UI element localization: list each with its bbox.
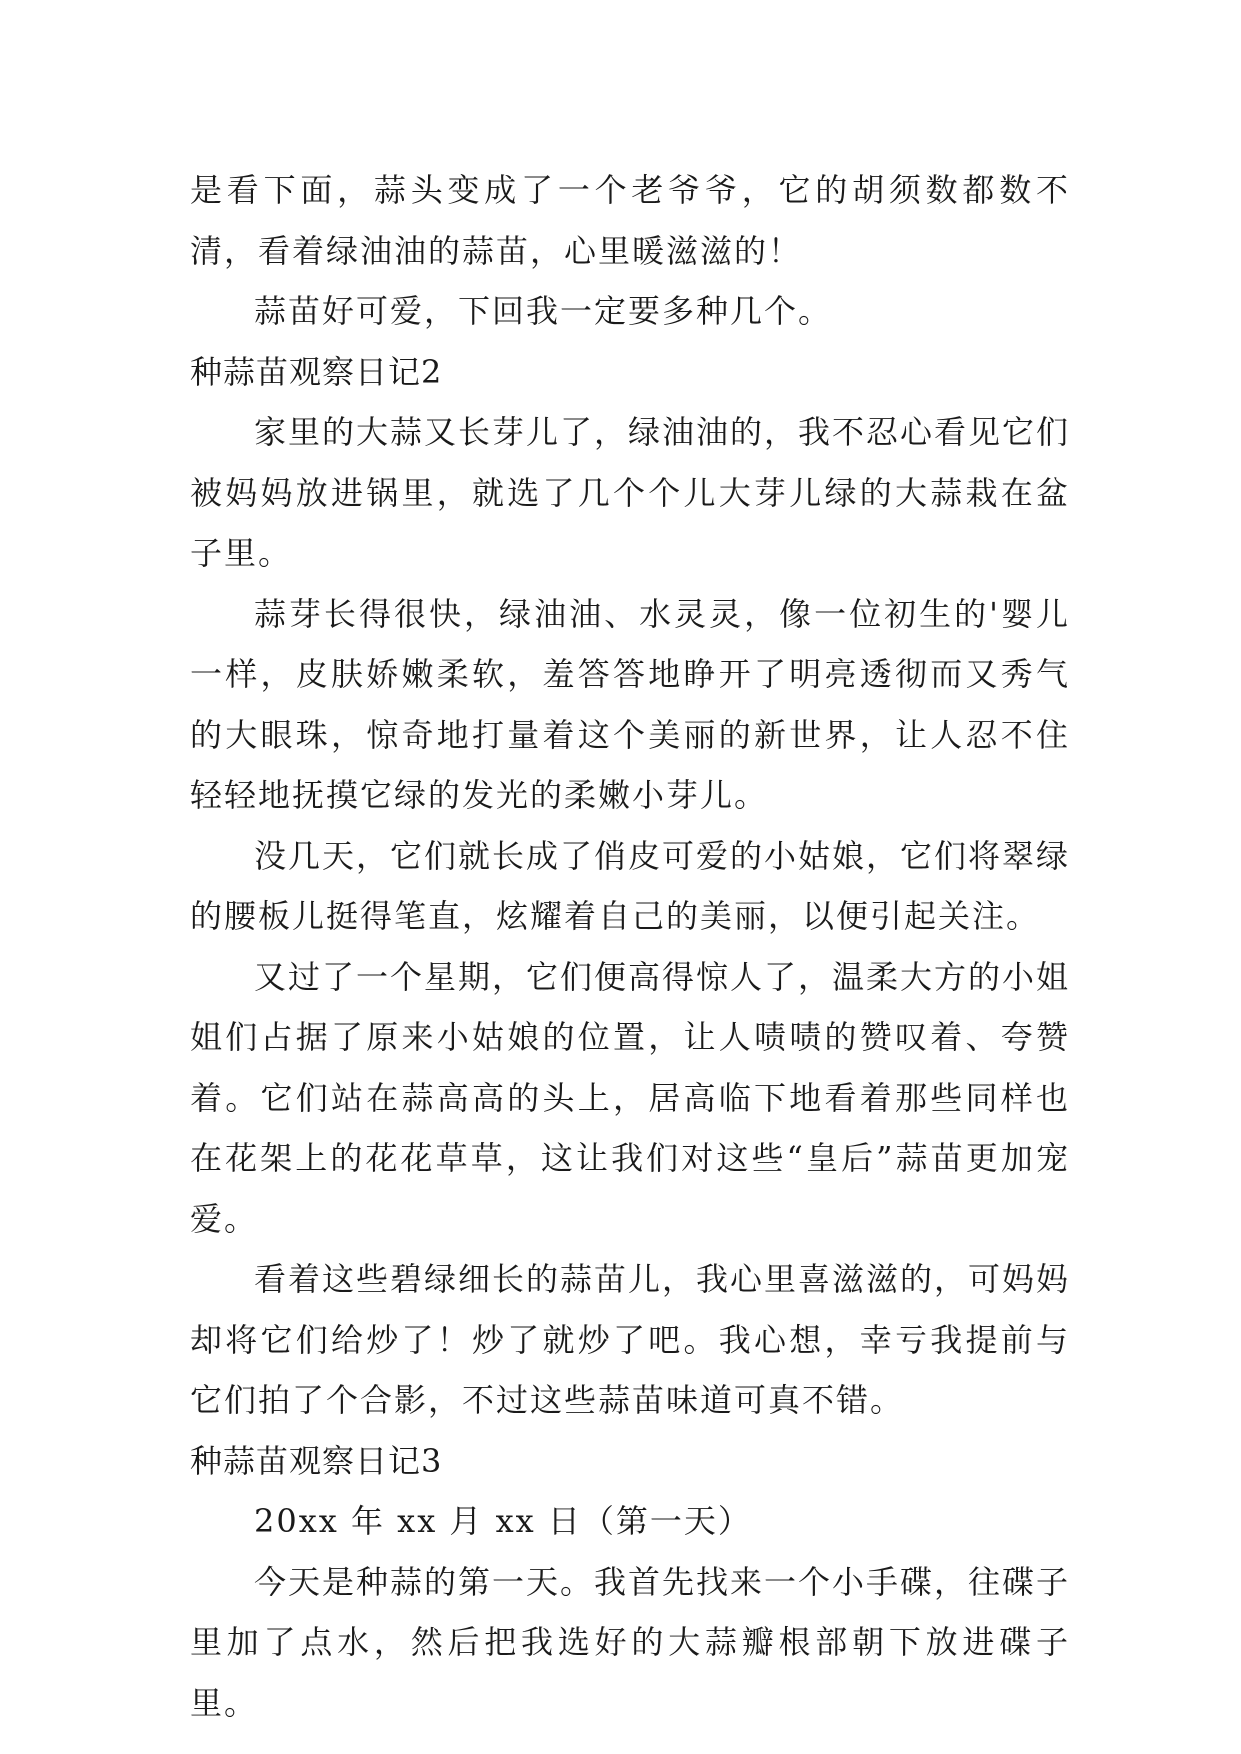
paragraph-6: 又过了一个星期，它们便高得惊人了，温柔大方的小姐姐们占据了原来小姑娘的位置，让人啧啧的赞叹着、夸赞着。它们站在蒜高高的头上，居高临下地看着那些同样也在花架上的花花草草，这让我们对这些“皇后”蒜苗更加宠爱。 xyxy=(190,957,1071,1238)
section-heading-3: 种蒜苗观察日记3 xyxy=(190,1441,443,1480)
paragraph-7: 看着这些碧绿细长的蒜苗儿，我心里喜滋滋的，可妈妈却将它们给炒了！炒了就炒了吧。我心想，幸亏我提前与它们拍了个合影，不过这些蒜苗味道可真不错。 xyxy=(190,1260,1071,1419)
paragraph-3: 家里的大蒜又长芽儿了，绿油油的，我不忍心看见它们被妈妈放进锅里，就选了几个个儿大芽儿绿的大蒜栽在盆子里。 xyxy=(190,413,1071,572)
section-heading-2: 种蒜苗观察日记2 xyxy=(190,352,443,391)
paragraph-5: 没几天，它们就长成了俏皮可爱的小姑娘，它们将翠绿的腰板儿挺得笔直，炫耀着自己的美丽，以便引起关注。 xyxy=(190,836,1071,935)
date-line: 20xx 年 xx 月 xx 日（第一天） xyxy=(254,1502,752,1540)
paragraph-1: 是看下面，蒜头变成了一个老爷爷，它的胡须数都数不清，看着绿油油的蒜苗，心里暖滋滋的！ xyxy=(190,171,1070,270)
paragraph-8: 今天是种蒜的第一天。我首先找来一个小手碟，往碟子里加了点水，然后把我选好的大蒜瓣根部朝下放进碟子里。 xyxy=(190,1562,1071,1722)
paragraph-4: 蒜芽长得很快，绿油油、水灵灵，像一位初生的'婴儿一样，皮肤娇嫩柔软，羞答答地睁开了明亮透彻而又秀气的大眼珠，惊奇地打量着这个美丽的新世界，让人忍不住轻轻地抚摸它绿的发光的柔嫩小芽儿。 xyxy=(190,594,1070,814)
paragraph-2: 蒜苗好可爱，下回我一定要多种几个。 xyxy=(254,292,833,330)
document-page xyxy=(190,160,1070,1733)
